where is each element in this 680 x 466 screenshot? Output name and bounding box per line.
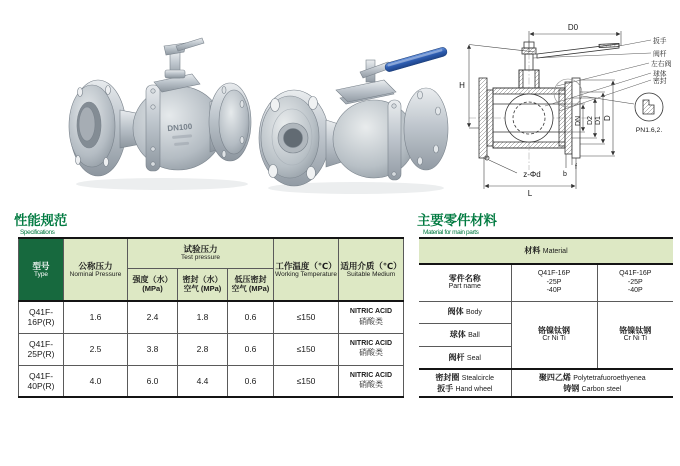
specifications-title-zh: 性能规范 (14, 213, 68, 228)
spec-cell-seal: 1.8 (178, 301, 228, 333)
label-d2: D2 (587, 116, 594, 125)
spec-cell-seal: 2.8 (178, 333, 228, 365)
material-title-zh: 主要零件材料 (417, 213, 497, 228)
spec-cell-strength: 6.0 (128, 365, 178, 397)
label-part-stem: 阀杆 (653, 51, 667, 58)
spec-header-type: 型号 Type (19, 238, 64, 301)
spec-header-strength-water: 强度（水） (MPa) (128, 268, 178, 301)
spec-cell-medium: NITRIC ACID 硝酸类 (339, 365, 404, 397)
valve-photo-2 (248, 8, 453, 200)
specifications-table (18, 237, 404, 398)
photo1-cast-marking: DN100 (166, 121, 193, 134)
material-cell-crniti-2: 铬镍钛钢 Cr Ni Ti (597, 301, 673, 369)
spec-cell-low: 0.6 (228, 365, 274, 397)
spec-header-suitable-medium: 适用介质（℃） Suitable Medium (339, 238, 404, 301)
handle-bar (537, 43, 619, 58)
label-h: H (459, 81, 465, 90)
label-f: f (575, 164, 577, 171)
label-part-seal: 密封 (653, 78, 667, 85)
photo1-stem (164, 38, 204, 78)
spec-row-q41f-25p (19, 333, 404, 365)
spec-cell-type: Q41F-40P(R) (19, 365, 64, 397)
photo2-blue-handle (384, 46, 448, 72)
spec-cell-temp: ≤150 (274, 333, 339, 365)
material-cell-body: 阀体 Body (419, 301, 511, 323)
material-table (419, 237, 673, 398)
specifications-title (14, 209, 67, 236)
spec-row-q41f-16p (19, 301, 404, 333)
spec-cell-temp: ≤150 (274, 365, 339, 397)
label-z-phi-d: z-Φd (523, 170, 541, 179)
spec-cell-low: 0.6 (228, 301, 274, 333)
material-header-row (419, 238, 673, 264)
label-b: b (563, 171, 567, 178)
right-flange (565, 82, 572, 154)
spec-header-low-pressure-seal: 低压密封 空气 (MPa) (228, 268, 274, 301)
spec-cell-type: Q41F-25P(R) (19, 333, 64, 365)
label-dn: DN (575, 115, 582, 126)
ball (505, 94, 553, 142)
photo2-body (333, 100, 415, 178)
photo1-left-flange (69, 80, 126, 176)
spec-cell-temp: ≤150 (274, 301, 339, 333)
photo2-right-flange (404, 88, 448, 170)
spec-header-seal-water-air: 密封（水） 空气 (MPa) (178, 268, 228, 301)
material-cell-seal-handwheel: 密封圈 Stealcircle 扳手 Hand wheel (419, 369, 511, 397)
material-header: 材料 Material (419, 238, 673, 264)
spec-cell-type: Q41F-16P(R) (19, 301, 64, 333)
material-header-model-1: Q41F-16P -25P -40P (511, 264, 597, 301)
spec-cell-nominal: 4.0 (64, 365, 128, 397)
material-cell-stem: 阀杆 Seal (419, 346, 511, 369)
label-d: D (603, 115, 612, 121)
label-part-handle: 扳手 (653, 38, 667, 45)
material-row-body (419, 301, 673, 323)
left-flange (479, 78, 487, 158)
photo2-left-flange (259, 90, 329, 186)
spec-header-working-temperature: 工作温度（℃） Working Temperature (274, 238, 339, 301)
spec-cell-medium: NITRIC ACID 硝酸类 (339, 333, 404, 365)
label-d1: D1 (595, 116, 602, 125)
photo1-right-flange (209, 83, 251, 161)
material-row-seal-handwheel (419, 369, 673, 397)
photo2-joint-band (388, 100, 401, 180)
photo1-joint-band (146, 85, 160, 171)
label-l: L (527, 189, 533, 198)
specifications-title-en: Specifications (20, 229, 55, 236)
material-cell-crniti-1: 铬镍钛钢 Cr Ni Ti (511, 301, 597, 369)
label-part-ball: 球体 (653, 71, 667, 78)
material-title-en: Material for main parts (423, 229, 479, 236)
photo1-stop-plate (176, 38, 204, 51)
material-header-model-2: Q41F-16P -25P -40P (597, 264, 673, 301)
spec-cell-strength: 3.8 (128, 333, 178, 365)
material-header-part-name: 零件名称 Part name (419, 264, 511, 301)
material-title (417, 209, 497, 236)
valve-diagram (453, 8, 680, 204)
material-column-row (419, 264, 673, 301)
material-cell-ball: 球体 Ball (419, 323, 511, 346)
spec-header-nominal-pressure: 公称压力 Nominal Pressure (64, 238, 128, 301)
photo1-shadow (76, 178, 248, 190)
spec-row-q41f-40p (19, 365, 404, 397)
valve-section (479, 42, 619, 160)
spec-cell-seal: 4.4 (178, 365, 228, 397)
material-cell-ptfe-carbon-steel: 聚四乙烯 Polytetrafuoroethyenea 铸钢 Carbon steel (511, 369, 673, 397)
spec-cell-medium: NITRIC ACID 硝酸类 (339, 301, 404, 333)
label-part-body: 左右阀 (651, 61, 672, 68)
pn-detail (635, 93, 663, 121)
spec-cell-strength: 2.4 (128, 301, 178, 333)
spec-header-test-pressure: 试验压力 Test pressure (128, 238, 274, 268)
valve-photo-1 (58, 12, 258, 198)
spec-cell-low: 0.6 (228, 333, 274, 365)
label-d0: D0 (567, 23, 579, 32)
spec-cell-nominal: 2.5 (64, 333, 128, 365)
spec-cell-nominal: 1.6 (64, 301, 128, 333)
label-pn: PN1.6,2. (635, 127, 663, 134)
